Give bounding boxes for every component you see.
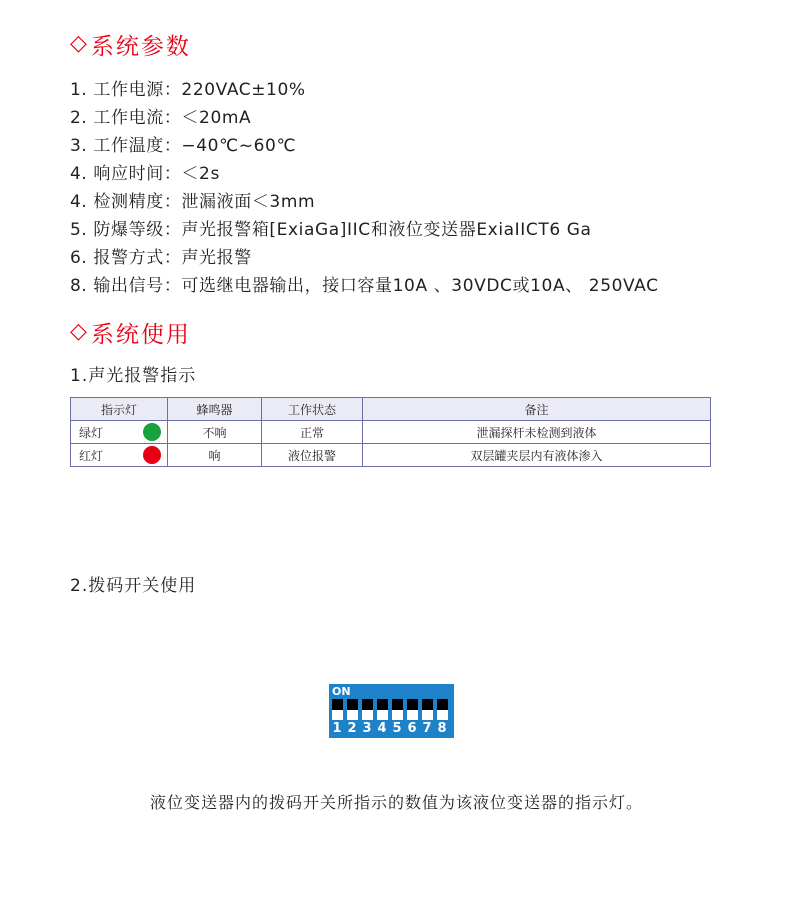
red-light-icon — [143, 446, 161, 464]
section-heading-params — [70, 27, 191, 61]
lamp-cell — [71, 421, 168, 444]
indicator-table — [70, 397, 711, 467]
dip-on-label: ON — [332, 685, 351, 698]
param-item: 5. 防爆等级：声光报警箱[ExiaGa]IIC和液位变送器ExiaIICT6 Ga — [70, 220, 592, 240]
dip-switch-7 — [422, 699, 433, 720]
col-header-state: 工作状态 — [262, 398, 363, 421]
col-header-note: 备注 — [363, 398, 711, 421]
state-cell: 正常 — [262, 421, 363, 444]
dip-usage-note: 液位变送器内的拨码开关所指示的数值为该液位变送器的指示灯。 — [149, 793, 643, 812]
param-item: 4. 响应时间：＜2s — [70, 164, 220, 184]
dip-number: 5 — [392, 721, 402, 736]
dip-switch-5 — [392, 699, 403, 720]
param-item: 3. 工作温度：−40℃~60℃ — [70, 136, 297, 156]
usage-item-title-dip: 2.拨码开关使用 — [70, 576, 197, 596]
note-cell: 双层罐夹层内有液体渗入 — [363, 444, 711, 467]
dip-number: 4 — [377, 721, 387, 736]
dip-switch-6 — [407, 699, 418, 720]
table-row — [71, 444, 711, 467]
dip-number: 7 — [422, 721, 432, 736]
note-cell: 泄漏探杆未检测到液体 — [363, 421, 711, 444]
param-item: 8. 输出信号：可选继电器输出，接口容量10A 、30VDC或10A、 250VAC — [70, 276, 659, 296]
section-title-usage: 系统使用 — [90, 321, 191, 348]
buzzer-cell: 不响 — [168, 421, 262, 444]
section-heading-usage — [70, 315, 191, 349]
dip-number: 8 — [437, 721, 447, 736]
dip-switch-3 — [362, 699, 373, 720]
param-item: 1. 工作电源：220VAC±10% — [70, 80, 306, 100]
params-list — [70, 76, 659, 300]
dip-number: 1 — [332, 721, 342, 736]
buzzer-cell: 响 — [168, 444, 262, 467]
dip-switch-8 — [437, 699, 448, 720]
state-cell: 液位报警 — [262, 444, 363, 467]
usage-item-title-alarm: 1.声光报警指示 — [70, 366, 197, 386]
param-item: 6. 报警方式：声光报警 — [70, 248, 252, 268]
dip-switch-1 — [332, 699, 343, 720]
col-header-lamp: 指示灯 — [71, 398, 168, 421]
param-item: 4. 检测精度：泄漏液面＜3mm — [70, 192, 316, 212]
dip-number: 3 — [362, 721, 372, 736]
dip-switch-icon — [329, 684, 454, 738]
dip-switch-4 — [377, 699, 388, 720]
diamond-icon: ◇ — [70, 319, 87, 344]
col-header-buzzer: 蜂鸣器 — [168, 398, 262, 421]
param-item: 2. 工作电流：＜20mA — [70, 108, 252, 128]
dip-switch-2 — [347, 699, 358, 720]
lamp-label: 红灯 — [79, 448, 104, 463]
dip-number: 2 — [347, 721, 357, 736]
section-title-params: 系统参数 — [90, 33, 191, 60]
diamond-icon: ◇ — [70, 31, 87, 56]
table-row — [71, 421, 711, 444]
lamp-cell — [71, 444, 168, 467]
table-header-row — [71, 398, 711, 421]
dip-number: 6 — [407, 721, 417, 736]
green-light-icon — [143, 423, 161, 441]
lamp-label: 绿灯 — [79, 425, 104, 440]
